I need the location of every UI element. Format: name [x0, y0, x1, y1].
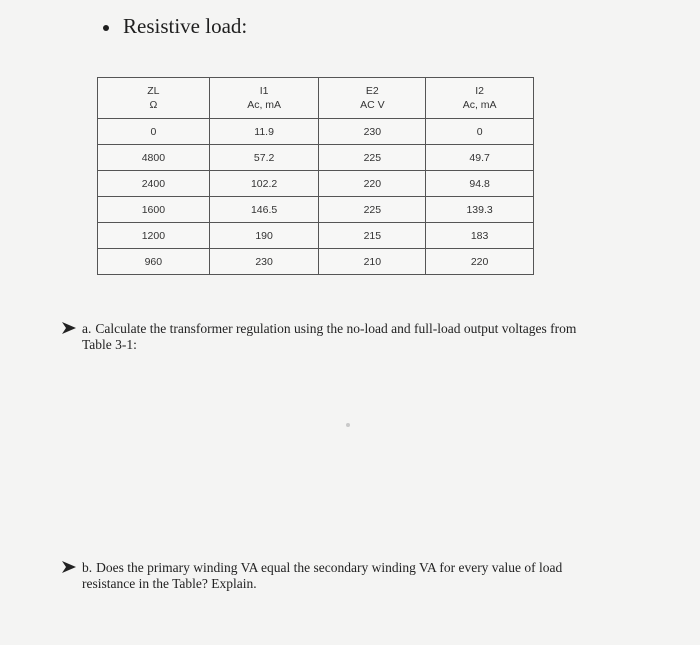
header-e2 [319, 78, 426, 119]
cell-i1: 190 [209, 223, 319, 249]
header-i1-unit: Ac, mA [247, 99, 282, 111]
question-b-label: b. [82, 560, 93, 575]
cell-i2: 183 [426, 223, 534, 249]
table-header-row [98, 78, 534, 119]
table-row [98, 171, 534, 197]
cell-zl: 4800 [98, 145, 210, 171]
question-b [62, 560, 602, 592]
cell-zl: 1600 [98, 197, 210, 223]
cell-zl: 2400 [98, 171, 210, 197]
header-i2-name: I2 [475, 85, 484, 97]
question-b-line2: resistance in the Table? Explain. [82, 576, 257, 591]
cell-i1: 146.5 [209, 197, 319, 223]
cell-e2: 215 [319, 223, 426, 249]
cell-i2: 94.8 [426, 171, 534, 197]
cell-i2: 49.7 [426, 145, 534, 171]
header-i1-name: I1 [259, 85, 269, 97]
cell-i1: 57.2 [209, 145, 319, 171]
header-e2-name: E2 [365, 85, 379, 97]
table-row [98, 223, 534, 249]
image-speck [346, 423, 350, 427]
question-a-label: a. [82, 321, 92, 336]
bullet-icon [103, 25, 109, 31]
cell-i1: 11.9 [209, 119, 319, 145]
header-i1 [209, 78, 319, 119]
header-i2 [426, 78, 534, 119]
question-a [62, 321, 602, 353]
cell-zl: 960 [98, 249, 210, 275]
header-zl-unit: Ω [149, 99, 158, 111]
resistive-load-table [97, 77, 534, 275]
question-b-line1: Does the primary winding VA equal the secondary winding VA for every value of load [96, 560, 563, 575]
cell-e2: 220 [319, 171, 426, 197]
cell-i1: 230 [209, 249, 319, 275]
table-row [98, 249, 534, 275]
arrow-bullet-icon [62, 322, 76, 334]
cell-e2: 230 [319, 119, 426, 145]
table-row [98, 145, 534, 171]
cell-i1: 102.2 [209, 171, 319, 197]
header-i2-unit: Ac, mA [462, 99, 497, 111]
cell-e2: 225 [319, 197, 426, 223]
header-zl [98, 78, 210, 119]
section-heading-text: Resistive load: [123, 14, 248, 38]
cell-zl: 0 [98, 119, 210, 145]
question-a-line1: Calculate the transformer regulation using the no-load and full-load output voltages from [95, 321, 577, 336]
cell-i2: 139.3 [426, 197, 534, 223]
table-row [98, 197, 534, 223]
arrow-bullet-icon [62, 561, 76, 573]
cell-i2: 220 [426, 249, 534, 275]
cell-e2: 225 [319, 145, 426, 171]
cell-zl: 1200 [98, 223, 210, 249]
section-heading [103, 14, 247, 39]
question-a-line2: Table 3-1: [82, 337, 137, 352]
cell-i2: 0 [426, 119, 534, 145]
cell-e2: 210 [319, 249, 426, 275]
header-zl-name: ZL [147, 85, 160, 97]
table-row [98, 119, 534, 145]
header-e2-unit: AC V [360, 99, 385, 111]
